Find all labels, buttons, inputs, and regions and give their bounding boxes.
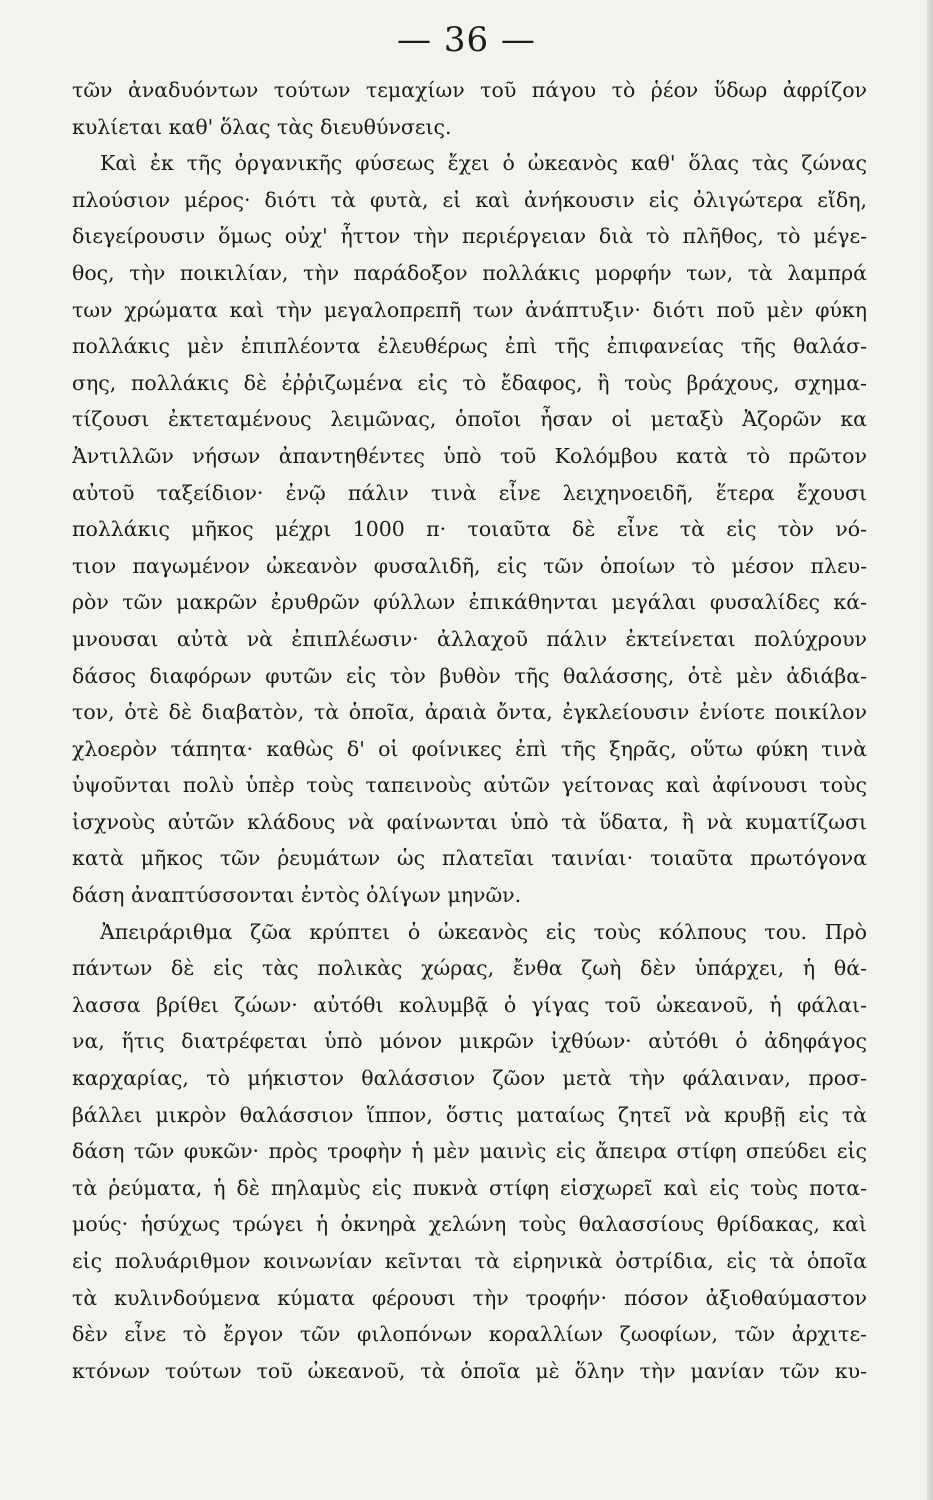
text-line: δάσος διαφόρων φυτῶν εἰς τὸν βυθὸν τῆς θαλάσσης, ὁτὲ μὲν ἀδιάβα- bbox=[72, 663, 867, 688]
text-line: αὐτοῦ ταξείδιον· ἐνῷ πάλιν τινὰ εἶνε λειχηνοειδῆ, ἕτερα ἔχουσι bbox=[72, 480, 867, 505]
text-line: κυλίεται καθ' ὅλας τὰς διευθύνσεις. bbox=[72, 114, 452, 139]
text-line: πάντων δὲ εἰς τὰς πολικὰς χώρας, ἔνθα ζωὴ δὲν ὑπάρχει, ἡ θά- bbox=[72, 956, 867, 981]
text-line: τίζουσι ἐκτεταμένους λειμῶνας, ὁποῖοι ἦσαν οἱ μεταξὺ Ἀζορῶν κα bbox=[72, 407, 867, 432]
text-line: τὰ ῥεύματα, ἡ δὲ πηλαμὺς εἰς πυκνὰ στίφη εἰσχωρεῖ καὶ εἰς τοὺς ποτα- bbox=[72, 1175, 867, 1200]
text-line: πλούσιον μέρος· διότι τὰ φυτὰ, εἰ καὶ ἀνήκουσιν εἰς ὀλιγώτερα εἴδη, bbox=[72, 187, 867, 212]
text-line: ρὸν τῶν μακρῶν ἐρυθρῶν φύλλων ἐπικάθηνται μεγάλαι φυσαλίδες κά- bbox=[72, 590, 867, 615]
text-line: ὑψοῦνται πολὺ ὑπὲρ τοὺς ταπεινοὺς αὐτῶν γείτονας καὶ ἀφίνουσι τοὺς bbox=[72, 773, 867, 798]
page-text bbox=[72, 72, 867, 1389]
text-line: θος, τὴν ποικιλίαν, τὴν παράδοξον πολλάκις μορφήν των, τὰ λαμπρά bbox=[72, 260, 867, 285]
text-line: τιον παγωμένον ὠκεανὸν φυσαλιδῆ, εἰς τῶν ὁποίων τὸ μέσον πλευ- bbox=[72, 553, 867, 578]
text-line: ἰσχνοὺς αὐτῶν κλάδους νὰ φαίνωνται ὑπὸ τὰ ὕδατα, ἢ νὰ κυματίζωσι bbox=[72, 809, 867, 834]
text-line: βάλλει μικρὸν θαλάσσιον ἵππον, ὅστις ματαίως ζητεῖ νὰ κρυβῇ εἰς τὰ bbox=[72, 1102, 867, 1127]
text-line: Ἀπειράριθμα ζῶα κρύπτει ὁ ὠκεανὸς εἰς τοὺς κόλπους του. Πρὸ bbox=[100, 919, 867, 944]
text-line: πολλάκις μὲν ἐπιπλέοντα ἐλευθέρως ἐπὶ τῆς ἐπιφανείας τῆς θαλάσ- bbox=[72, 334, 867, 359]
text-line: διεγείρουσιν ὅμως οὐχ' ἧττον τὴν περιέργειαν διὰ τὸ πλῆθος, τὸ μέγε- bbox=[72, 224, 867, 249]
text-line: των χρώματα καὶ τὴν μεγαλοπρεπῆ των ἀνάπτυξιν· διότι ποῦ μὲν φύκη bbox=[72, 297, 867, 322]
text-line: δάση τῶν φυκῶν· πρὸς τροφὴν ἡ μὲν μαινὶς εἰς ἄπειρα στίφη σπεύδει εἰς bbox=[72, 1139, 867, 1164]
text-line: χλοερὸν τάπητα· καθὼς δ' οἱ φοίνικες ἐπὶ τῆς ξηρᾶς, οὕτω φύκη τινὰ bbox=[72, 736, 867, 761]
page-edge-shadow bbox=[927, 0, 933, 1500]
text-line: τῶν ἀναδυόντων τούτων τεμαχίων τοῦ πάγου τὸ ῥέον ὕδωρ ἀφρίζον bbox=[72, 78, 867, 102]
text-line: τον, ὁτὲ δὲ διαβατὸν, τὰ ὁποῖα, ἀραιὰ ὄντα, ἐγκλείουσιν ἐνίοτε ποικίλον bbox=[72, 700, 867, 725]
text-line: κτόνων τούτων τοῦ ὠκεανοῦ, τὰ ὁποῖα μὲ ὅλην τὴν μανίαν τῶν κυ- bbox=[72, 1358, 867, 1383]
text-line: λασσα βρίθει ζώων· αὐτόθι κολυμβᾷ ὁ γίγας τοῦ ὠκεανοῦ, ἡ φάλαι- bbox=[72, 992, 867, 1017]
text-line: τὰ κυλινδούμενα κύματα φέρουσι τὴν τροφήν· πόσον ἀξιοθαύμαστον bbox=[72, 1285, 867, 1310]
text-line: κατὰ μῆκος τῶν ῥευμάτων ὡς πλατεῖαι ταινίαι· τοιαῦτα πρωτόγονα bbox=[72, 846, 867, 871]
text-line: μνουσαι αὐτὰ νὰ ἐπιπλέωσιν· ἀλλαχοῦ πάλιν ἐκτείνεται πολύχρουν bbox=[72, 626, 867, 651]
text-line: καρχαρίας, τὸ μήκιστον θαλάσσιον ζῶον μετὰ τὴν φάλαιναν, προσ- bbox=[72, 1066, 867, 1091]
text-line: σης, πολλάκις δὲ ἐῤῥιζωμένα εἰς τὸ ἔδαφος, ἢ τοὺς βράχους, σχημα- bbox=[72, 370, 867, 395]
text-line: πολλάκις μῆκος μέχρι 1000 π· τοιαῦτα δὲ εἶνε τὰ εἰς τὸν νό- bbox=[72, 517, 867, 542]
text-line: δάση ἀναπτύσσονται ἐντὸς ὀλίγων μηνῶν. bbox=[72, 883, 522, 908]
text-line: να, ἥτις διατρέφεται ὑπὸ μόνον μικρῶν ἰχθύων· αὐτόθι ὁ ἀδηφάγος bbox=[72, 1029, 867, 1054]
text-line: μούς· ἡσύχως τρώγει ἡ ὀκνηρὰ χελώνη τοὺς θαλασσίους θρίδακας, καὶ bbox=[72, 1212, 867, 1237]
page-number: — 36 — bbox=[397, 20, 536, 60]
text-line: εἰς πολυάριθμον κοινωνίαν κεῖνται τὰ εἰρηνικὰ ὀστρίδια, εἰς τὰ ὁποῖα bbox=[72, 1249, 867, 1273]
text-line: δὲν εἶνε τὸ ἔργον τῶν φιλοπόνων κοραλλίων ζωοφίων, τῶν ἀρχιτε- bbox=[72, 1322, 867, 1347]
text-line: Ἀντιλλῶν νήσων ἀπαντηθέντες ὑπὸ τοῦ Κολόμβου κατὰ τὸ πρῶτον bbox=[72, 443, 867, 468]
text-line: Καὶ ἐκ τῆς ὀργανικῆς φύσεως ἔχει ὁ ὠκεανὸς καθ' ὅλας τὰς ζώνας bbox=[100, 151, 867, 176]
